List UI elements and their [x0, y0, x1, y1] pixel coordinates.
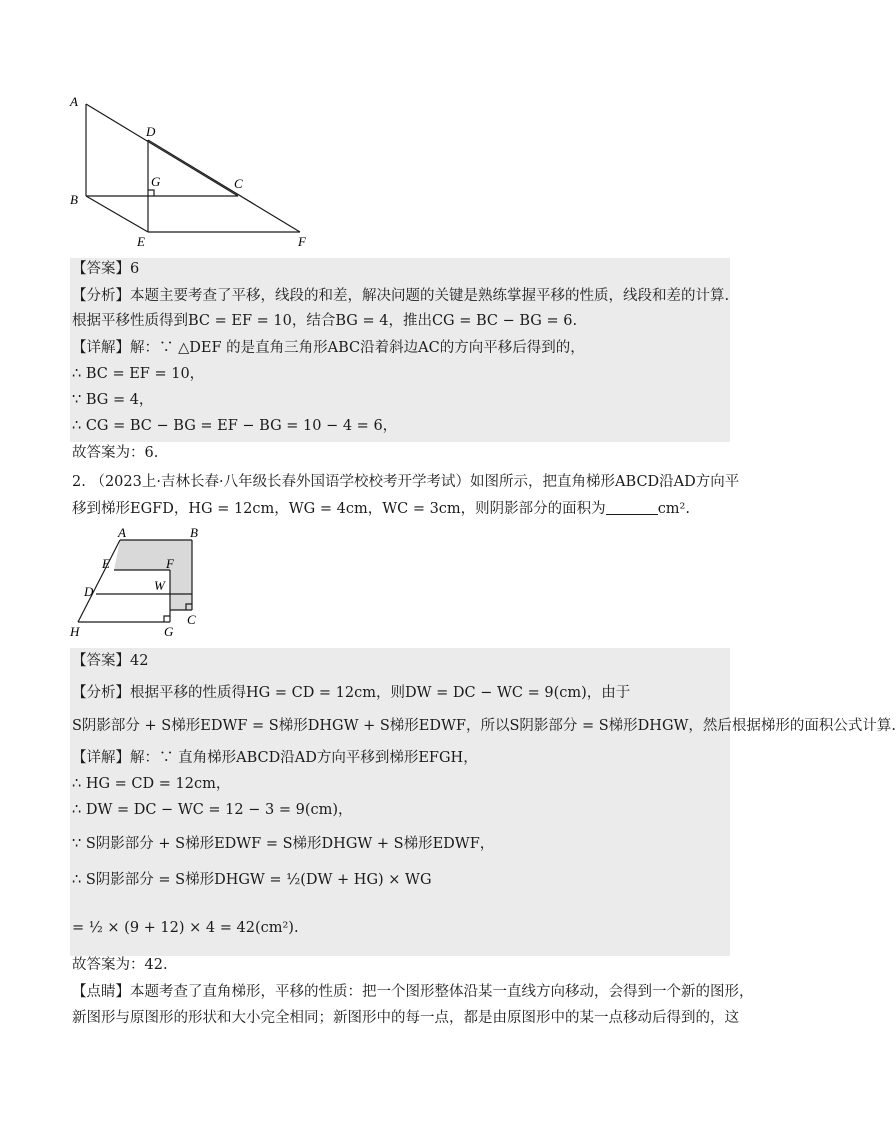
q1-answer: 【答案】6: [72, 261, 140, 277]
q1-detail-line-3: ∵ BG = 4，: [72, 392, 154, 408]
label-d: D: [84, 584, 94, 599]
q2-stem-line-2: [72, 499, 690, 519]
label-e: E: [102, 556, 110, 571]
label-d: D: [146, 124, 156, 139]
q2-detail-line-5: ∴ S阴影部分 = S梯形DHGW = ½(DW + HG) × WG: [72, 872, 432, 888]
q1-detail-line-1: 【详解】解：∵ △DEF 的是直角三角形ABC沿着斜边AC的方向平移后得到的，: [72, 340, 585, 356]
q2-detail-line-3: ∴ DW = DC − WC = 12 − 3 = 9(cm)，: [72, 802, 353, 818]
figure-2-trapezoid-translation: [66, 524, 216, 644]
segment-ah: [78, 540, 120, 622]
q1-analysis-line-2: 根据平移性质得到BC = EF = 10，结合BG = 4，推出CG = BC − BG = 6.: [72, 313, 578, 329]
q2-tip-line-2: 新图形与原图形的形状和大小完全相同；新图形中的每一点，都是由原图形中的某一点移动后得到的，这: [72, 1010, 739, 1026]
figure-1-translation-triangles: [60, 92, 320, 252]
segment-be: [86, 196, 148, 232]
label-f: F: [298, 234, 306, 249]
label-g: G: [151, 174, 161, 189]
q1-final-answer: 故答案为：6.: [72, 445, 159, 461]
label-e: E: [137, 234, 145, 249]
q2-detail-line-2: ∴ HG = CD = 12cm，: [72, 776, 231, 792]
q2-detail-line-1: 【详解】解：∵ 直角梯形ABCD沿AD方向平移到梯形EFGH，: [72, 750, 478, 766]
label-a: A: [118, 525, 126, 540]
right-angle-mark-g: [164, 616, 170, 622]
answer-blank: [606, 500, 658, 515]
label-g: G: [164, 624, 174, 639]
label-c: C: [234, 176, 243, 191]
q2-analysis-line-2: S阴影部分 + S梯形EDWF = S梯形DHGW + S梯形EDWF，所以S阴影部分 = S梯形DHGW，然后根据梯形的面积公式计算.: [72, 718, 896, 734]
label-a: A: [70, 94, 78, 109]
q2-final-answer: 故答案为：42.: [72, 957, 168, 973]
label-f: F: [166, 556, 174, 571]
shaded-region: [114, 540, 192, 610]
q1-detail-line-4: ∴ CG = BC − BG = EF − BG = 10 − 4 = 6，: [72, 418, 398, 434]
q2-answer: 【答案】42: [72, 653, 149, 669]
q2-detail-line-6: = ½ × (9 + 12) × 4 = 42(cm²).: [72, 920, 299, 936]
q2-detail-line-4: ∵ S阴影部分 + S梯形EDWF = S梯形DHGW + S梯形EDWF，: [72, 836, 495, 852]
q2-analysis-line-1: 【分析】根据平移的性质得HG = CD = 12cm，则DW = DC − WC = 9(cm)，由于: [72, 685, 631, 701]
right-angle-mark-g: [148, 190, 154, 196]
label-w: W: [154, 578, 165, 593]
segment-df: [148, 140, 300, 232]
q2-stem-line-1: 2. （2023上·吉林长春·八年级长春外国语学校校考开学考试）如图所示，把直角梯形ABCD沿AD方向平: [72, 474, 740, 490]
label-b: B: [190, 525, 198, 540]
segment-ac: [86, 104, 238, 196]
label-b: B: [70, 192, 78, 207]
label-c: C: [187, 612, 196, 627]
label-h: H: [70, 624, 80, 639]
q2-stem-text: 移到梯形EGFD，HG = 12cm，WG = 4cm，WC = 3cm，则阴影部分的面积为: [72, 501, 606, 517]
q2-tip-line-1: 【点睛】本题考查了直角梯形，平移的性质：把一个图形整体沿某一直线方向移动，会得到一个新的图形，: [72, 984, 754, 1000]
q1-detail-line-2: ∴ BC = EF = 10，: [72, 366, 205, 382]
q1-analysis-line-1: 【分析】本题主要考查了平移，线段的和差，解决问题的关键是熟练掌握平移的性质，线段和差的计算.: [72, 288, 730, 304]
q2-stem-unit: cm².: [657, 501, 690, 517]
